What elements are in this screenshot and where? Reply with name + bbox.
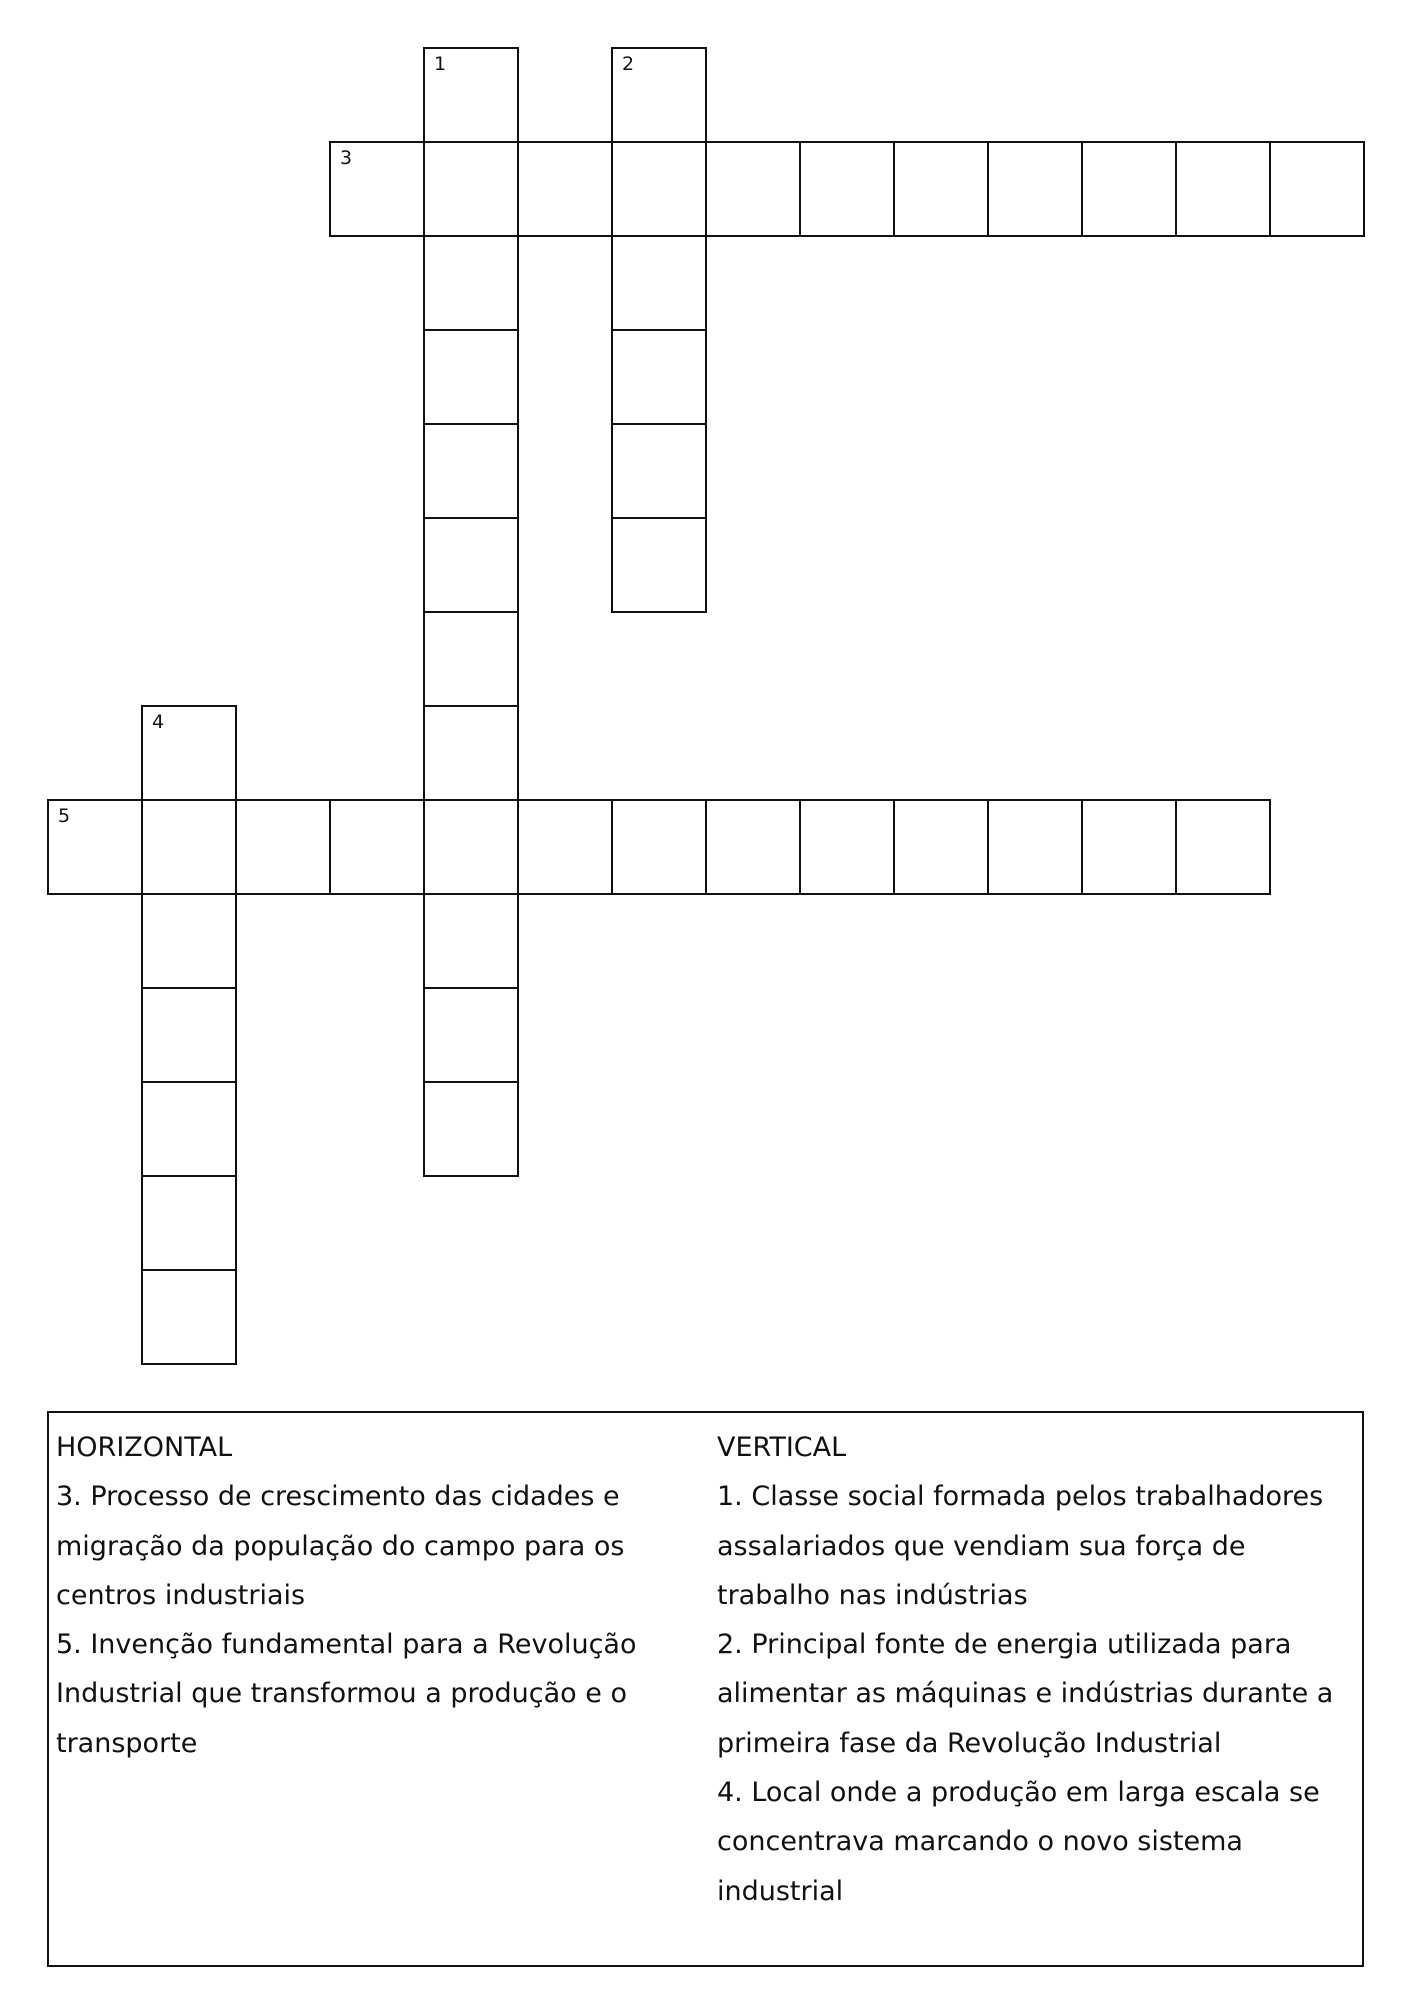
grid-cell[interactable]	[423, 893, 519, 989]
grid-cell[interactable]	[141, 1175, 237, 1271]
grid-cell[interactable]	[1269, 141, 1365, 237]
grid-cell[interactable]	[517, 141, 613, 237]
grid-cell[interactable]	[423, 799, 519, 895]
grid-cell[interactable]	[987, 799, 1083, 895]
clues-box	[47, 1411, 1364, 1967]
grid-cell[interactable]	[799, 141, 895, 237]
horizontal-heading: HORIZONTAL	[56, 1432, 233, 1463]
clue-number: 5	[58, 805, 71, 827]
grid-cell[interactable]	[1175, 141, 1271, 237]
grid-cell[interactable]	[893, 799, 989, 895]
grid-cell[interactable]	[141, 705, 237, 801]
grid-cell[interactable]	[329, 799, 425, 895]
horizontal-clues	[56, 1423, 686, 1768]
grid-cell[interactable]	[423, 705, 519, 801]
vertical-heading: VERTICAL	[717, 1432, 847, 1463]
grid-cell[interactable]	[705, 799, 801, 895]
clue-horizontal-5: 5. Invenção fundamental para a Revolução Industrial que transformou a produção e o transporte	[56, 1629, 637, 1759]
clue-vertical-4: 4. Local onde a produção em larga escala se concentrava marcando o novo sistema industrial	[717, 1777, 1320, 1907]
clue-number: 2	[622, 53, 635, 75]
grid-cell[interactable]	[235, 799, 331, 895]
grid-cell[interactable]	[423, 611, 519, 707]
grid-cell[interactable]	[423, 47, 519, 143]
grid-cell[interactable]	[423, 329, 519, 425]
grid-cell[interactable]	[141, 987, 237, 1083]
grid-cell[interactable]	[423, 987, 519, 1083]
grid-cell[interactable]	[423, 141, 519, 237]
grid-cell[interactable]	[141, 893, 237, 989]
grid-cell[interactable]	[141, 1269, 237, 1365]
grid-cell[interactable]	[329, 141, 425, 237]
clue-horizontal-3: 3. Processo de crescimento das cidades e migração da população do campo para os centros industriais	[56, 1481, 625, 1611]
grid-cell[interactable]	[611, 799, 707, 895]
grid-cell[interactable]	[141, 1081, 237, 1177]
grid-cell[interactable]	[423, 423, 519, 519]
grid-cell[interactable]	[47, 799, 143, 895]
grid-cell[interactable]	[611, 235, 707, 331]
grid-cell[interactable]	[1081, 799, 1177, 895]
grid-cell[interactable]	[423, 1081, 519, 1177]
clue-vertical-2: 2. Principal fonte de energia utilizada para alimentar as máquinas e indústrias durante a primeira fase da Revolução Industrial	[717, 1629, 1334, 1759]
grid-cell[interactable]	[141, 799, 237, 895]
grid-cell[interactable]	[423, 517, 519, 613]
grid-cell[interactable]	[423, 235, 519, 331]
grid-cell[interactable]	[611, 423, 707, 519]
clue-number: 4	[152, 711, 165, 733]
grid-cell[interactable]	[611, 47, 707, 143]
grid-cell[interactable]	[611, 141, 707, 237]
grid-cell[interactable]	[1081, 141, 1177, 237]
clue-number: 1	[434, 53, 447, 75]
grid-cell[interactable]	[799, 799, 895, 895]
grid-cell[interactable]	[987, 141, 1083, 237]
grid-cell[interactable]	[611, 517, 707, 613]
grid-cell[interactable]	[893, 141, 989, 237]
grid-cell[interactable]	[517, 799, 613, 895]
grid-cell[interactable]	[611, 329, 707, 425]
clue-number: 3	[340, 147, 353, 169]
vertical-clues	[717, 1423, 1362, 1916]
clue-vertical-1: 1. Classe social formada pelos trabalhadores assalariados que vendiam sua força de trabalho nas indústrias	[717, 1481, 1324, 1611]
grid-cell[interactable]	[1175, 799, 1271, 895]
grid-cell[interactable]	[705, 141, 801, 237]
